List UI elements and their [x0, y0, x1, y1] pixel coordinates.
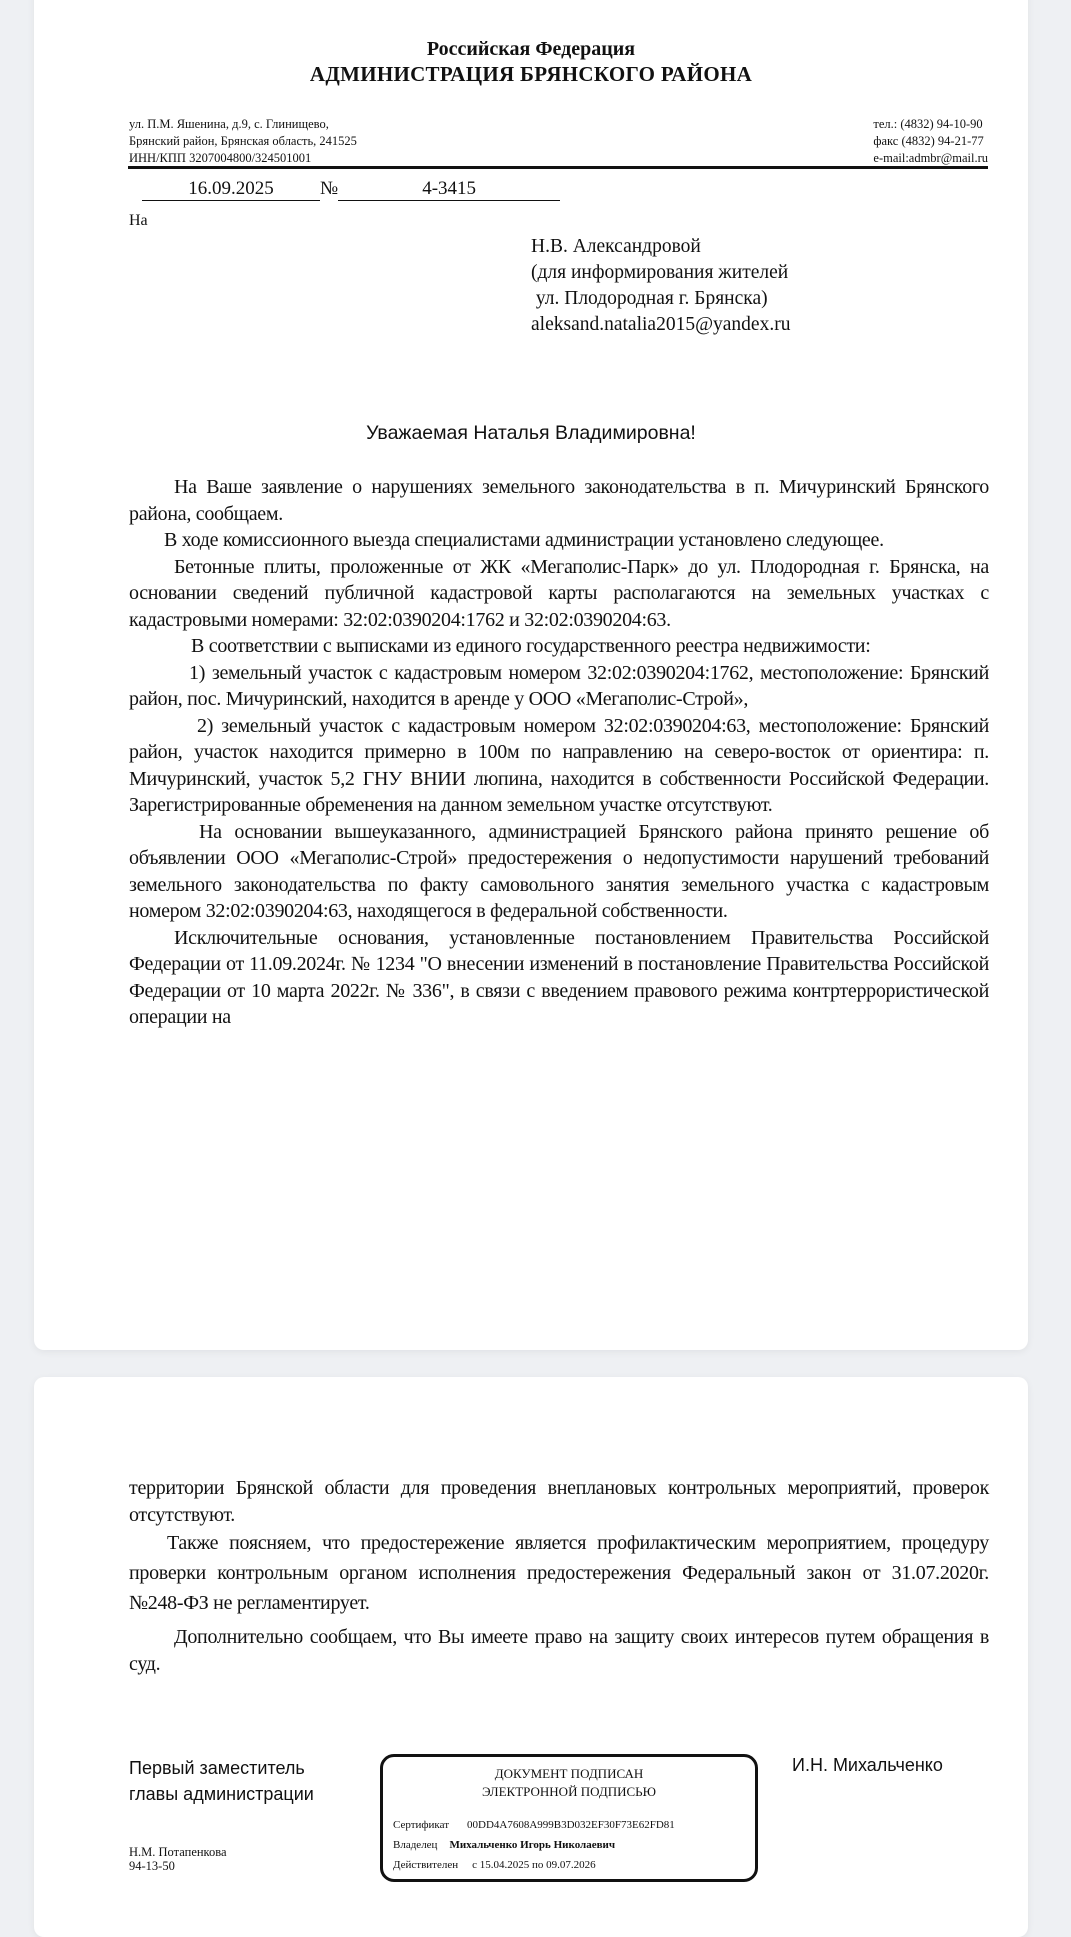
recipient-block	[531, 234, 790, 338]
position-line: главы администрации	[129, 1784, 314, 1804]
stamp-certificate	[393, 1819, 675, 1831]
paragraph: Исключительные основания, установленные постановлением Правительства Российской Федерации от 11.09.2024г. № 1234 "О внесении изменений в постановление Правительства Российской Федерации от 10 марта 2022г. № 336", в связи с введением правового режима контртеррористической операции на	[129, 926, 989, 1028]
owner-name: Михальченко Игорь Николаевич	[449, 1839, 616, 1851]
number-sign: №	[320, 178, 339, 199]
paragraph: На Ваше заявление о нарушениях земельного законодательства в п. Мичуринский Брянского района, сообщаем.	[129, 476, 989, 525]
recipient-name: Н.В. Александровой	[531, 236, 701, 257]
letter-number: 4-3415	[338, 178, 560, 201]
stamp-label: Владелец	[393, 1839, 438, 1851]
header-country: Российская Федерация	[426, 38, 636, 60]
executor-name: Н.М. Потапенкова	[129, 1845, 227, 1859]
letter-body-page1	[129, 474, 989, 1031]
signatory-position	[129, 1755, 314, 1807]
document-page-1	[34, 0, 1028, 1350]
certificate-id: 00DD4A7608A999B3D032EF30F73E62FD81	[467, 1819, 675, 1831]
inn-kpp: ИНН/КПП 3207004800/324501001	[129, 151, 312, 165]
recipient-note: (для информирования жителей	[531, 262, 789, 283]
address-line: Брянский район, Брянская область, 241525	[129, 134, 357, 148]
phone: тел.: (4832) 94-10-90	[873, 117, 983, 131]
paragraph: В соответствии с выписками из единого государственного реестра недвижимости:	[191, 635, 871, 657]
header-divider	[128, 166, 988, 169]
email: e-mail:admbr@mail.ru	[873, 151, 988, 165]
list-item: 2) земельный участок с кадастровым номером 32:02:0390204:63, местоположение: Брянский район, участок находится примерно в 100м по направлению на северо-восток от ориентира: п. Мичуринский, участок 5,2 ГНУ ВНИИ люпина, находится в собственности Российской Федерации. Зарегистрированные обременения на данном земельном участке отсутствуют.	[129, 714, 989, 816]
stamp-owner	[393, 1839, 615, 1851]
validity-period: с 15.04.2025 по 09.07.2026	[472, 1859, 596, 1871]
paragraph: Бетонные плиты, проложенные от ЖК «Мегаполис-Парк» до ул. Плодородная г. Брянска, на основании сведений публичной кадастровой карты располагаются на земельных участках с кадастровыми номерами: 32:02:0390204:1762 и 32:02:0390204:63.	[129, 555, 989, 631]
date-number-line	[142, 178, 560, 201]
paragraph: На основании вышеуказанного, администрацией Брянского района принято решение об объявлении ООО «Мегаполис-Строй» предостережения о недопустимости нарушений требований земельного законодательства по факту самовольного занятия земельного участка с кадастровым номером 32:02:0390204:63, находящегося в федеральной собственности.	[129, 820, 989, 922]
paragraph: территории Брянской области для проведения внеплановых контрольных мероприятий, проверок отсутствуют.	[129, 1477, 989, 1526]
header-organization: АДМИНИСТРАЦИЯ БРЯНСКОГО РАЙОНА	[309, 62, 753, 86]
paragraph: В ходе комиссионного выезда специалистами администрации установлено следующее.	[164, 529, 884, 551]
stamp-title-line: ДОКУМЕНТ ПОДПИСАН	[494, 1766, 644, 1781]
recipient-note: ул. Плодородная г. Брянска)	[531, 288, 768, 309]
header-contacts	[873, 116, 988, 167]
list-item: 1) земельный участок с кадастровым номером 32:02:0390204:1762, местоположение: Брянский район, пос. Мичуринский, находится в аренде у ООО «Мегаполис-Строй»,	[129, 661, 989, 710]
stamp-title	[383, 1765, 755, 1801]
stamp-label: Сертификат	[393, 1819, 449, 1831]
executor-block	[129, 1845, 227, 1873]
signatory-name: И.Н. Михальченко	[792, 1755, 943, 1775]
letter-date: 16.09.2025	[142, 178, 320, 201]
header-address	[129, 116, 357, 167]
paragraph: Дополнительно сообщаем, что Вы имеете право на защиту своих интересов путем обращения в суд.	[129, 1626, 989, 1675]
electronic-signature-stamp	[380, 1754, 758, 1882]
stamp-title-line: ЭЛЕКТРОННОЙ ПОДПИСЬЮ	[482, 1784, 656, 1799]
paragraph: Также поясняем, что предостережение является профилактическим мероприятием, процедуру проверки контрольным органом исполнения предостережения Федеральный закон от 31.07.2020г. №248-ФЗ не регламентирует.	[129, 1532, 989, 1614]
recipient-email: aleksand.natalia2015@yandex.ru	[531, 314, 791, 335]
position-line: Первый заместитель	[129, 1758, 305, 1778]
stamp-label: Действителен	[393, 1859, 459, 1871]
executor-phone: 94-13-50	[129, 1859, 175, 1873]
address-line: ул. П.М. Яшенина, д.9, с. Глинищево,	[129, 117, 329, 131]
stamp-validity	[393, 1859, 596, 1871]
letter-body-page2	[129, 1475, 989, 1677]
document-page-2	[34, 1377, 1028, 1937]
reply-to-label: На	[129, 212, 148, 229]
fax: факс (4832) 94-21-77	[873, 134, 984, 148]
greeting: Уважаемая Наталья Владимировна!	[366, 422, 696, 444]
